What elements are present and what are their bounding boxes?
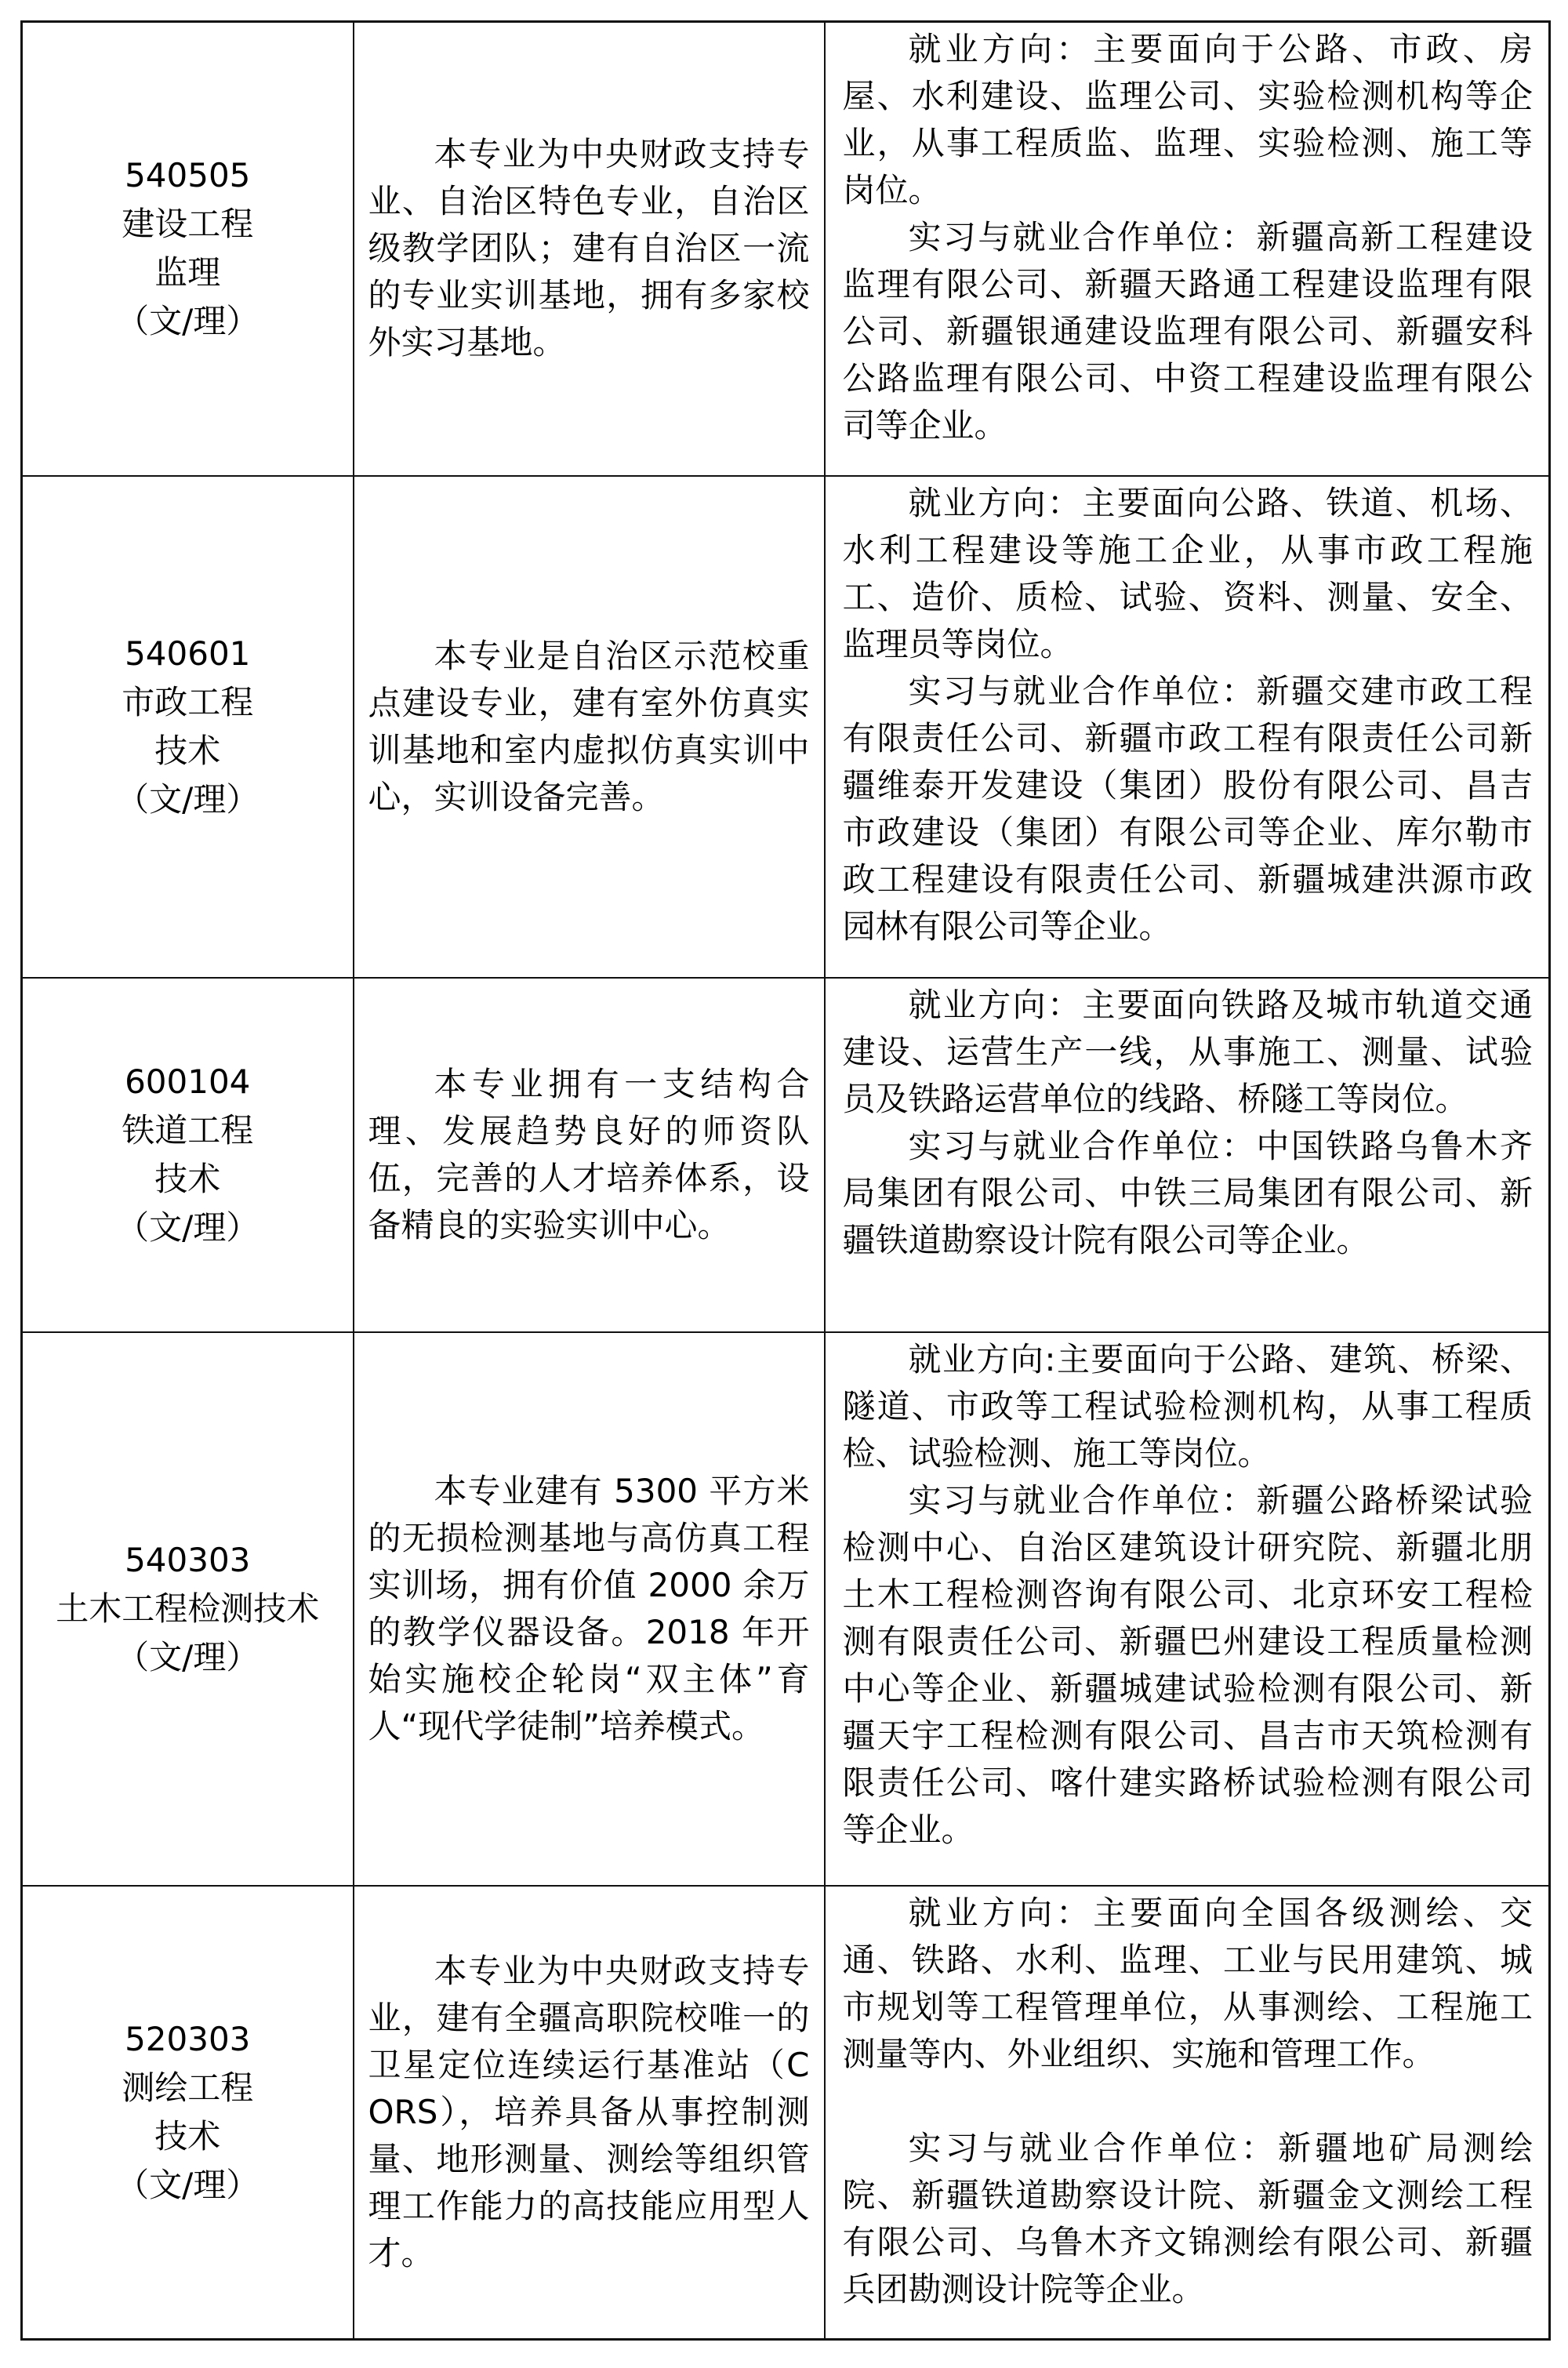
major-code: 540601 <box>125 634 251 673</box>
major-track: （文/理） <box>116 2165 260 2204</box>
majors-table <box>20 20 1551 2341</box>
major-code-cell <box>22 1332 354 1886</box>
major-intro: 本专业建有 5300 平方米的无损检测基地与高仿真工程实训场，拥有价值 2000 余万的教学仪器设备。2018 年开始实施校企轮岗“双主体”育人“现代学徒制”培养模式。 <box>368 1471 810 1745</box>
partner-companies: 实习与就业合作单位：中国铁路乌鲁木齐局集团有限公司、中铁三局集团有限公司、新疆铁道勘察设计院有限公司等企业。 <box>842 1126 1533 1259</box>
major-track: （文/理） <box>116 779 260 819</box>
employment-direction: 就业方向：主要面向全国各级测绘、交通、铁路、水利、监理、工业与民用建筑、城市规划等工程管理单位，从事测绘、工程施工测量等内、外业组织、实施和管理工作。 <box>842 1893 1533 2073</box>
major-code-cell <box>22 1886 354 2340</box>
major-name-line: 土木工程检测技术 <box>56 1589 320 1628</box>
table-row <box>22 1332 1550 1886</box>
major-code: 520303 <box>125 2019 251 2058</box>
major-intro-cell <box>354 978 825 1332</box>
table-row <box>22 22 1550 476</box>
employment-cell <box>825 1332 1550 1886</box>
major-code-cell <box>22 476 354 978</box>
major-intro: 本专业为中央财政支持专业，建有全疆高职院校唯一的卫星定位连续运行基准站（CORS），培养具备从事控制测量、地形测量、测绘等组织管理工作能力的高技能应用型人才。 <box>368 1951 810 2272</box>
major-intro: 本专业拥有一支结构合理、发展趋势良好的师资队伍，完善的人才培养体系，设备精良的实验实训中心。 <box>368 1064 810 1244</box>
major-code-cell <box>22 22 354 476</box>
major-name-line: 铁道工程 <box>122 1110 254 1149</box>
employment-direction: 就业方向：主要面向铁路及城市轨道交通建设、运营生产一线，从事施工、测量、试验员及铁路运营单位的线路、桥隧工等岗位。 <box>842 985 1533 1118</box>
employment-direction: 就业方向:主要面向于公路、建筑、桥梁、隧道、市政等工程试验检测机构，从事工程质检、试验检测、施工等岗位。 <box>842 1339 1533 1473</box>
major-code: 600104 <box>125 1062 251 1101</box>
table-row <box>22 1886 1550 2340</box>
partner-companies: 实习与就业合作单位：新疆交建市政工程有限责任公司、新疆市政工程有限责任公司新疆维泰开发建设（集团）股份有限公司、昌吉市政建设（集团）有限公司等企业、库尔勒市政工程建设有限责任公司、新疆城建洪源市政园林有限公司等企业。 <box>842 671 1533 946</box>
major-name-line: 技术 <box>154 1159 221 1198</box>
major-code-cell <box>22 978 354 1332</box>
major-name-line: 市政工程 <box>122 682 254 721</box>
major-intro-cell <box>354 1886 825 2340</box>
major-name-line: 测绘工程 <box>122 2068 254 2107</box>
major-intro-cell <box>354 476 825 978</box>
major-name-line: 技术 <box>154 731 221 770</box>
major-intro: 本专业是自治区示范校重点建设专业，建有室外仿真实训基地和室内虚拟仿真实训中心，实训设备完善。 <box>368 636 810 816</box>
employment-cell <box>825 1886 1550 2340</box>
major-track: （文/理） <box>116 1637 260 1676</box>
employment-direction: 就业方向：主要面向公路、铁道、机场、水利工程建设等施工企业，从事市政工程施工、造价、质检、试验、资料、测量、安全、监理员等岗位。 <box>842 483 1533 663</box>
major-name-line: 建设工程 <box>122 205 254 244</box>
major-track: （文/理） <box>116 1208 260 1247</box>
partner-companies: 实习与就业合作单位：新疆地矿局测绘院、新疆铁道勘察设计院、新疆金文测绘工程有限公司、乌鲁木齐文锦测绘有限公司、新疆兵团勘测设计院等企业。 <box>842 2128 1533 2308</box>
major-name-line: 监理 <box>154 253 221 292</box>
table-row <box>22 476 1550 978</box>
partner-companies: 实习与就业合作单位：新疆高新工程建设监理有限公司、新疆天路通工程建设监理有限公司、新疆银通建设监理有限公司、新疆安科公路监理有限公司、中资工程建设监理有限公司等企业。 <box>842 218 1533 445</box>
employment-direction: 就业方向：主要面向于公路、市政、房屋、水利建设、监理公司、实验检测机构等企业，从事工程质监、监理、实验检测、施工等岗位。 <box>842 30 1533 209</box>
table-row <box>22 978 1550 1332</box>
major-intro: 本专业为中央财政支持专业、自治区特色专业，自治区级教学团队；建有自治区一流的专业实训基地，拥有多家校外实习基地。 <box>368 135 810 362</box>
major-code: 540505 <box>125 156 251 195</box>
employment-cell <box>825 476 1550 978</box>
major-code: 540303 <box>125 1540 251 1579</box>
major-track: （文/理） <box>116 302 260 341</box>
major-intro-cell <box>354 22 825 476</box>
employment-cell <box>825 22 1550 476</box>
employment-cell <box>825 978 1550 1332</box>
major-intro-cell <box>354 1332 825 1886</box>
partner-companies: 实习与就业合作单位：新疆公路桥梁试验检测中心、自治区建筑设计研究院、新疆北朋土木工程检测咨询有限公司、北京环安工程检测有限责任公司、新疆巴州建设工程质量检测中心等企业、新疆城建试验检测有限公司、新疆天宇工程检测有限公司、昌吉市天筑检测有限责任公司、喀什建实路桥试验检测有限公司等企业。 <box>842 1480 1533 1849</box>
major-name-line: 技术 <box>154 2116 221 2156</box>
